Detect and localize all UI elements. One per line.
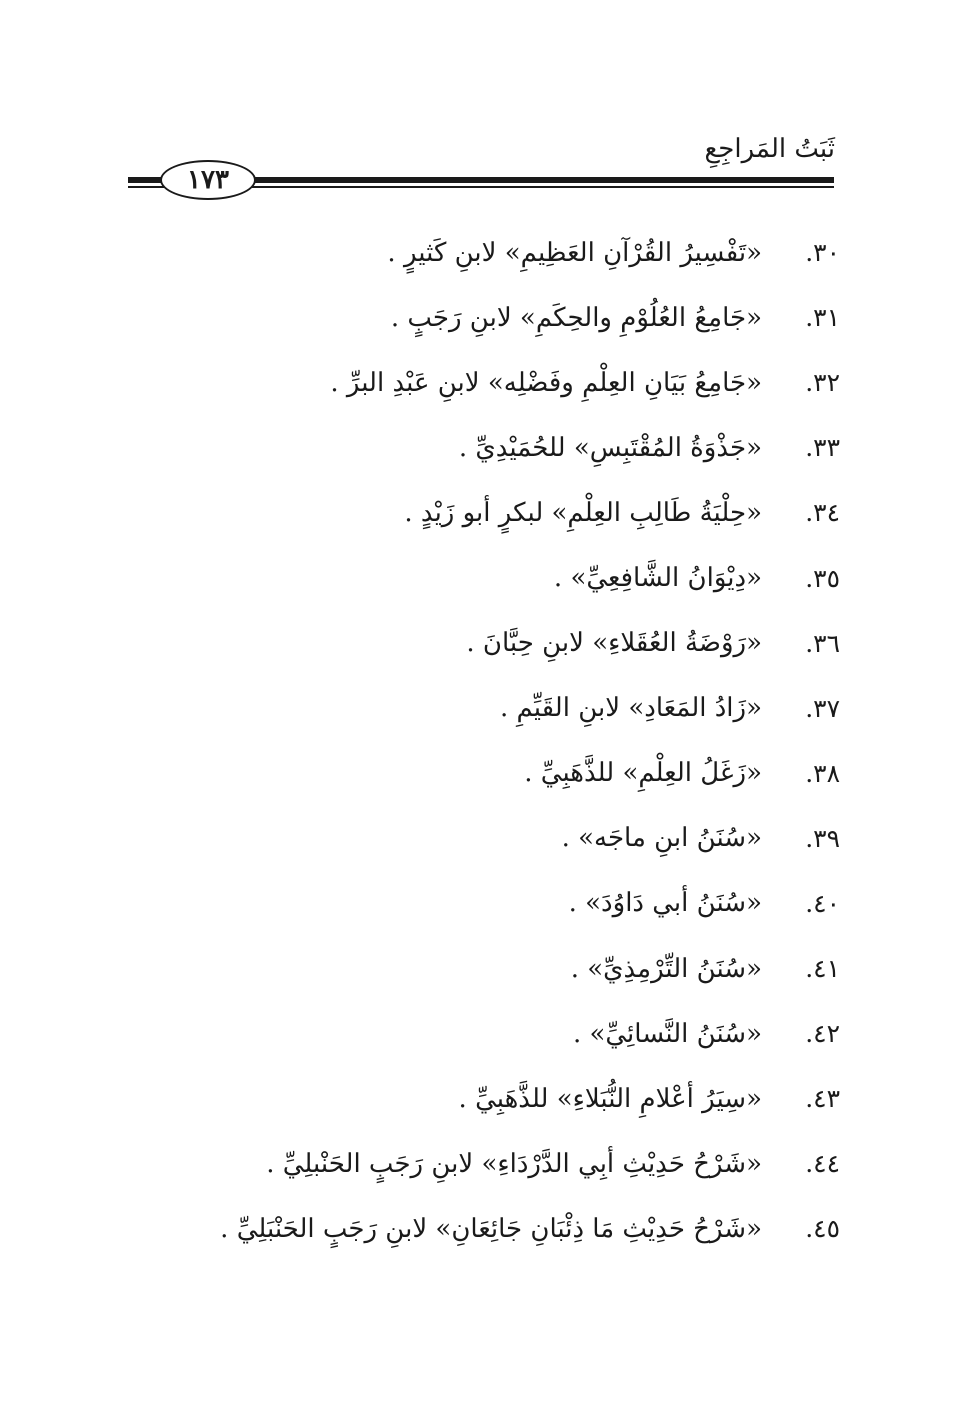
list-item: [150, 806, 840, 871]
entry-text: «زَادُ المَعَادِ» لابنِ القَيِّمِ .: [499, 693, 762, 724]
entry-number: ٤٢.: [805, 1019, 840, 1049]
reference-list: [150, 220, 840, 1262]
entry-text: «جَامِعُ بَيَانِ العِلْمِ وفَضْلِه» لابنِ عَبْدِ البرِّ .: [330, 367, 762, 398]
entry-text: «سُنَنُ ابنِ ماجَه» .: [561, 823, 762, 854]
entry-text: «سُنَنُ النَّسائِيِّ» .: [572, 1018, 762, 1049]
entry-text: «جَامِعُ العُلُوْمِ والحِكَمِ» لابنِ رَجَبٍ .: [390, 302, 762, 333]
list-item: [150, 1001, 840, 1066]
entry-number: ٣٤.: [805, 498, 840, 528]
list-item: [150, 936, 840, 1001]
entry-text: «شَرْحُ حَدِيْثِ مَا ذِئْبَانِ جَائِعَانِ» لابنِ رَجَبٍ الحَنْبَلِيِّ .: [220, 1213, 762, 1244]
entry-text: «سِيَرُ أعْلامِ النُّبَلاءِ» للذَّهَبِيِّ .: [458, 1083, 762, 1114]
entry-number: ٣٩.: [805, 823, 840, 853]
entry-number: ٤٣.: [805, 1084, 840, 1114]
list-item: [150, 285, 840, 350]
entry-number: ٣٠.: [805, 238, 840, 268]
entry-number: ٣١.: [805, 303, 840, 333]
list-item: [150, 545, 840, 610]
list-item: [150, 220, 840, 285]
entry-number: ٣٧.: [805, 693, 840, 723]
list-item: [150, 480, 840, 545]
list-item: [150, 871, 840, 936]
list-item: [150, 1131, 840, 1196]
page-number: ١٧٣: [187, 165, 229, 195]
list-item: [150, 611, 840, 676]
entry-number: ٣٦.: [805, 628, 840, 658]
entry-text: «سُنَنُ أبي دَاوُدَ» .: [568, 888, 762, 919]
list-item: [150, 1066, 840, 1131]
entry-text: «حِلْيَةُ طَالِبِ العِلْمِ» لبكرٍ أبو زَيْدٍ .: [404, 497, 762, 528]
list-item: [150, 415, 840, 480]
entry-number: ٤٥.: [805, 1214, 840, 1244]
entry-text: «رَوْضَةُ العُقَلاءِ» لابنِ حِبَّانَ .: [466, 628, 762, 659]
entry-number: ٣٣.: [805, 433, 840, 463]
list-item: [150, 1196, 840, 1261]
entry-number: ٤١.: [805, 954, 840, 984]
list-item: [150, 350, 840, 415]
entry-text: «شَرْحُ حَدِيْثِ أبِي الدَّرْدَاءِ» لابنِ رَجَبٍ الحَنْبلِيِّ .: [266, 1148, 762, 1179]
entry-text: «زَغَلُ العِلْمِ» للذَّهَبِيِّ .: [524, 758, 762, 789]
entry-number: ٤٤.: [805, 1149, 840, 1179]
entry-text: «جَذْوَةُ المُقْتَبِسِ» للحُمَيْدِيِّ .: [458, 432, 762, 463]
list-item: [150, 676, 840, 741]
entry-number: ٣٥.: [805, 563, 840, 593]
entry-text: «تَفْسِيرُ القُرْآنِ العَظِيمِ» لابنِ كَثيرٍ .: [387, 237, 762, 268]
running-head: ثَبَتُ المَراجِعِ: [704, 134, 835, 164]
entry-text: «سُنَنُ التِّرْمِذِيِّ» .: [570, 953, 762, 984]
entry-number: ٣٢.: [805, 368, 840, 398]
page-number-badge: [160, 160, 256, 200]
entry-text: «دِيْوَانُ الشَّافِعِيِّ» .: [553, 563, 762, 594]
entry-number: ٤٠.: [805, 888, 840, 918]
list-item: [150, 741, 840, 806]
entry-number: ٣٨.: [805, 758, 840, 788]
